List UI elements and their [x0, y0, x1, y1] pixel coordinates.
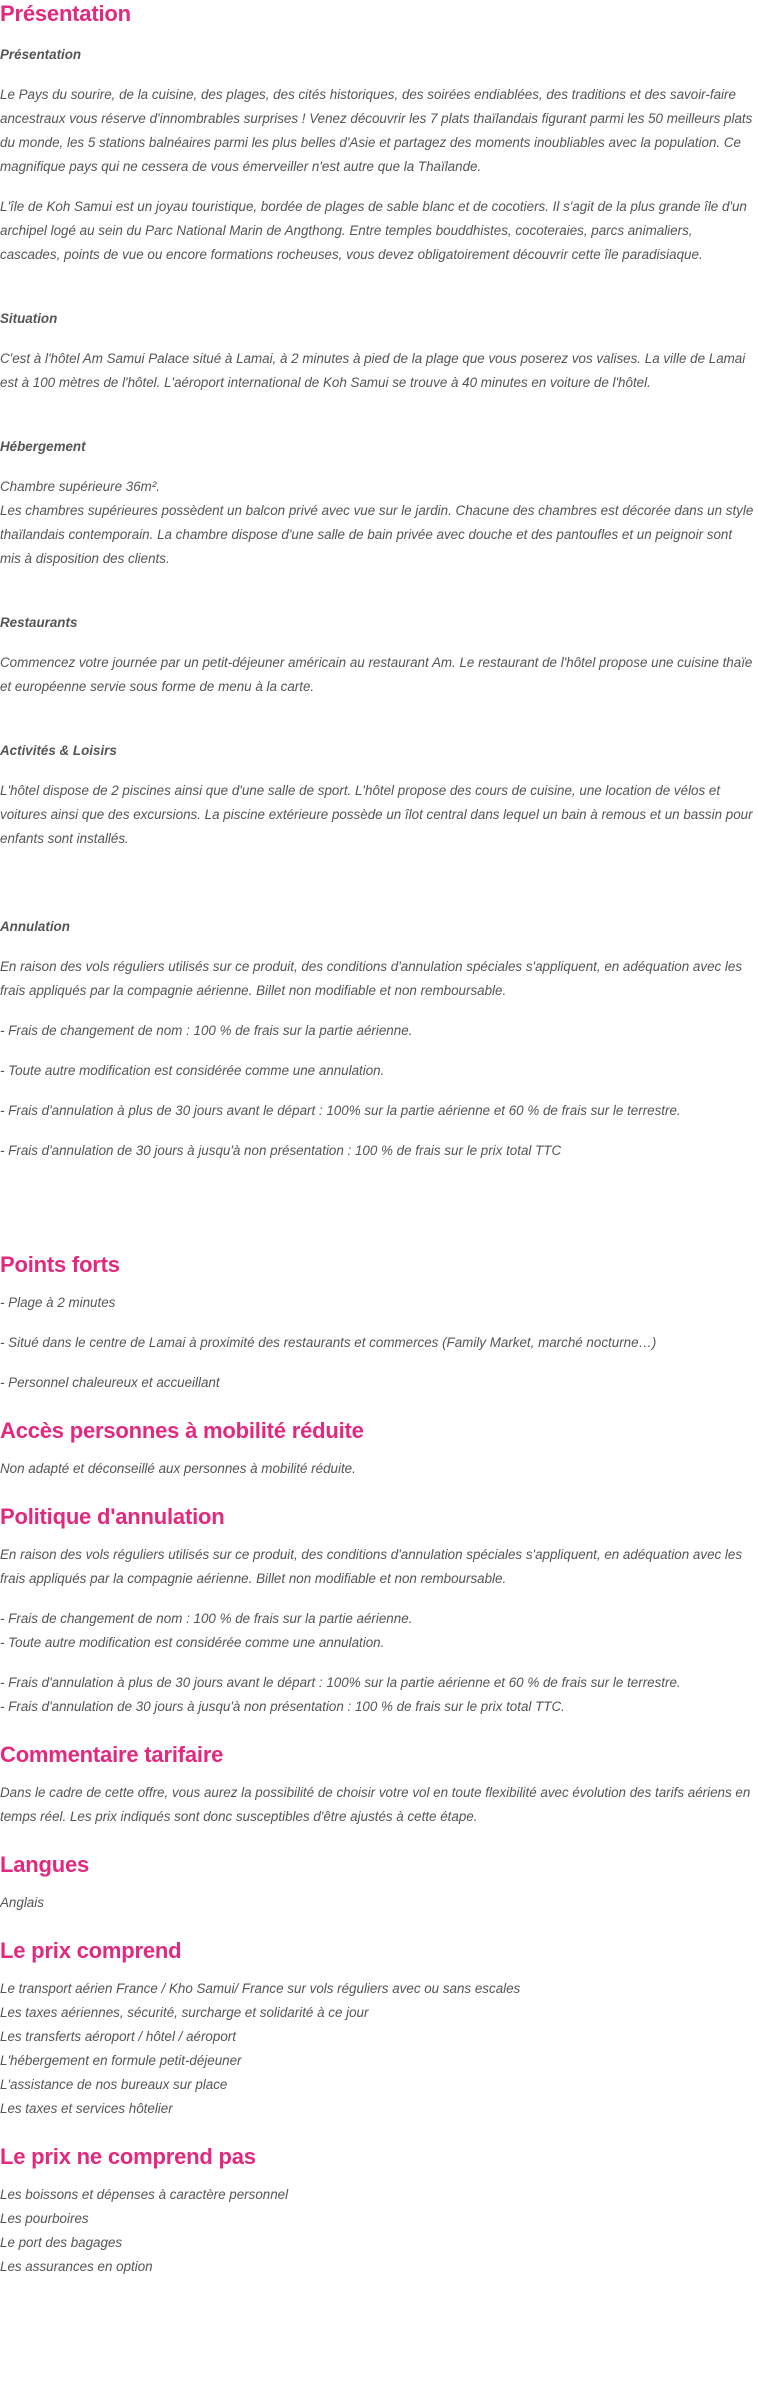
prix-ne-comprend-item: Les boissons et dépenses à caractère personnel	[0, 2187, 289, 2202]
prix-ne-comprend-item: Les pourboires	[0, 2211, 89, 2226]
annulation-item: - Frais d'annulation de 30 jours à jusqu'à non présentation : 100 % de frais sur le prix total TTC	[0, 1143, 562, 1158]
politique-item: - Frais de changement de nom : 100 % de frais sur la partie aérienne.	[0, 1611, 413, 1626]
presentation-subtitle: Présentation	[0, 47, 82, 62]
situation-text: C'est à l'hôtel Am Samui Palace situé à Lamai, à 2 minutes à pied de la plage que vous poserez vos valises. La ville de Lamai est à 100 mètres de l'hôtel. L'aéroport international de Koh Samui se trouve à 40 minutes en voiture de l'hôtel.	[0, 351, 746, 390]
politique-item: - Toute autre modification est considérée comme une annulation.	[0, 1635, 385, 1650]
annulation-item: - Frais d'annulation à plus de 30 jours avant le départ : 100% sur la partie aérienne et 60 % de frais sur le terrestre.	[0, 1103, 681, 1118]
politique-item: - Frais d'annulation de 30 jours à jusqu'à non présentation : 100 % de frais sur le prix total TTC.	[0, 1699, 565, 1714]
langues-section	[0, 1851, 756, 1915]
presentation-section	[0, 0, 756, 267]
points-forts-section	[0, 1251, 756, 1395]
points-forts-item: - Personnel chaleureux et accueillant	[0, 1375, 220, 1390]
prix-comprend-title: Le prix comprend	[0, 1938, 182, 1963]
prix-comprend-list	[0, 1977, 756, 2121]
annulation-heading: Annulation	[0, 919, 70, 934]
langues-text: Anglais	[0, 1895, 44, 1910]
hebergement-heading: Hébergement	[0, 439, 86, 454]
politique-section	[0, 1503, 756, 1719]
presentation-paragraph-2: L'île de Koh Samui est un joyau touristique, bordée de plages de sable blanc et de cocotiers. Il s'agit de la plus grande île d'un archipel logé au sein du Parc National Marin de Angthong. Entre temples bouddhistes, cocoteraies, parcs animaliers, cascades, points de vue ou encore formations rocheuses, vous devez obligatoirement découvrir cette île paradisiaque.	[0, 199, 747, 262]
prix-ne-comprend-list	[0, 2183, 756, 2279]
hebergement-room: Chambre supérieure 36m².	[0, 479, 161, 494]
prix-ne-comprend-item: Le port des bagages	[0, 2235, 123, 2250]
activites-section	[0, 739, 756, 851]
acces-text: Non adapté et déconseillé aux personnes à mobilité réduite.	[0, 1461, 356, 1476]
activites-heading: Activités & Loisirs	[0, 743, 117, 758]
prix-comprend-item: Les taxes aériennes, sécurité, surcharge et solidarité à ce jour	[0, 2005, 369, 2020]
annulation-item: - Frais de changement de nom : 100 % de frais sur la partie aérienne.	[0, 1023, 413, 1038]
activites-text: L'hôtel dispose de 2 piscines ainsi que d'une salle de sport. L'hôtel propose des cours de cuisine, une location de vélos et voitures ainsi que des excursions. La piscine extérieure possède un îlot central dans lequel un bain à remous et un bassin pour enfants sont installés.	[0, 783, 753, 846]
points-forts-item: - Plage à 2 minutes	[0, 1295, 116, 1310]
commentaire-title: Commentaire tarifaire	[0, 1742, 224, 1767]
prix-ne-comprend-title: Le prix ne comprend pas	[0, 2144, 256, 2169]
politique-intro: En raison des vols réguliers utilisés sur ce produit, des conditions d'annulation spéciales s'appliquent, en adéquation avec les frais appliqués par la compagnie aérienne. Billet non modifiable et non remboursable.	[0, 1547, 743, 1586]
restaurants-section	[0, 611, 756, 699]
commentaire-text: Dans le cadre de cette offre, vous aurez la possibilité de choisir votre vol en toute flexibilité avec évolution des tarifs aériens en temps réel. Les prix indiqués sont donc susceptibles d'être ajustés à cette étape.	[0, 1785, 751, 1824]
politique-title: Politique d'annulation	[0, 1504, 225, 1529]
presentation-paragraph-1: Le Pays du sourire, de la cuisine, des plages, des cités historiques, des soirées endiablées, des traditions et des savoir-faire ancestraux vous réserve d'innombrables surprises ! Venez découvrir les 7 plats thaïlandais figurant parmi les 50 meilleurs plats du monde, les 5 stations balnéaires parmi les plus belles d'Asie et partagez des moments inoubliables avec la population. Ce magnifique pays qui ne cessera de vous émerveiller n'est autre que la Thaïlande.	[0, 87, 753, 174]
annulation-intro: En raison des vols réguliers utilisés sur ce produit, des conditions d'annulation spéciales s'appliquent, en adéquation avec les frais appliqués par la compagnie aérienne. Billet non modifiable et non remboursable.	[0, 959, 743, 998]
points-forts-title: Points forts	[0, 1252, 120, 1277]
situation-heading: Situation	[0, 311, 58, 326]
prix-comprend-section	[0, 1937, 756, 2121]
restaurants-text: Commencez votre journée par un petit-déjeuner américain au restaurant Am. Le restaurant de l'hôtel propose une cuisine thaïe et européenne servie sous forme de menu à la carte.	[0, 655, 753, 694]
prix-comprend-item: Le transport aérien France / Kho Samui/ France sur vols réguliers avec ou sans escales	[0, 1981, 521, 1996]
prix-comprend-item: Les transferts aéroport / hôtel / aéroport	[0, 2029, 236, 2044]
annulation-item: - Toute autre modification est considérée comme une annulation.	[0, 1063, 385, 1078]
langues-title: Langues	[0, 1852, 90, 1877]
annulation-section	[0, 915, 756, 1163]
acces-section	[0, 1417, 756, 1481]
hebergement-section	[0, 435, 756, 571]
prix-comprend-item: Les taxes et services hôtelier	[0, 2101, 173, 2116]
prix-ne-comprend-section	[0, 2143, 756, 2279]
restaurants-heading: Restaurants	[0, 615, 78, 630]
prix-comprend-item: L'hébergement en formule petit-déjeuner	[0, 2053, 242, 2068]
presentation-title: Présentation	[0, 1, 131, 26]
situation-section	[0, 307, 756, 395]
politique-item: - Frais d'annulation à plus de 30 jours avant le départ : 100% sur la partie aérienne et 60 % de frais sur le terrestre.	[0, 1675, 681, 1690]
acces-title: Accès personnes à mobilité réduite	[0, 1418, 364, 1443]
hebergement-text: Les chambres supérieures possèdent un balcon privé avec vue sur le jardin. Chacune des chambres est décorée dans un style thaïlandais contemporain. La chambre dispose d'une salle de bain privée avec douche et des pantoufles et un peignoir sont mis à disposition des clients.	[0, 503, 754, 566]
commentaire-section	[0, 1741, 756, 1829]
points-forts-item: - Situé dans le centre de Lamai à proximité des restaurants et commerces (Family Market, marché nocturne…)	[0, 1335, 657, 1350]
prix-ne-comprend-item: Les assurances en option	[0, 2259, 153, 2274]
prix-comprend-item: L'assistance de nos bureaux sur place	[0, 2077, 228, 2092]
